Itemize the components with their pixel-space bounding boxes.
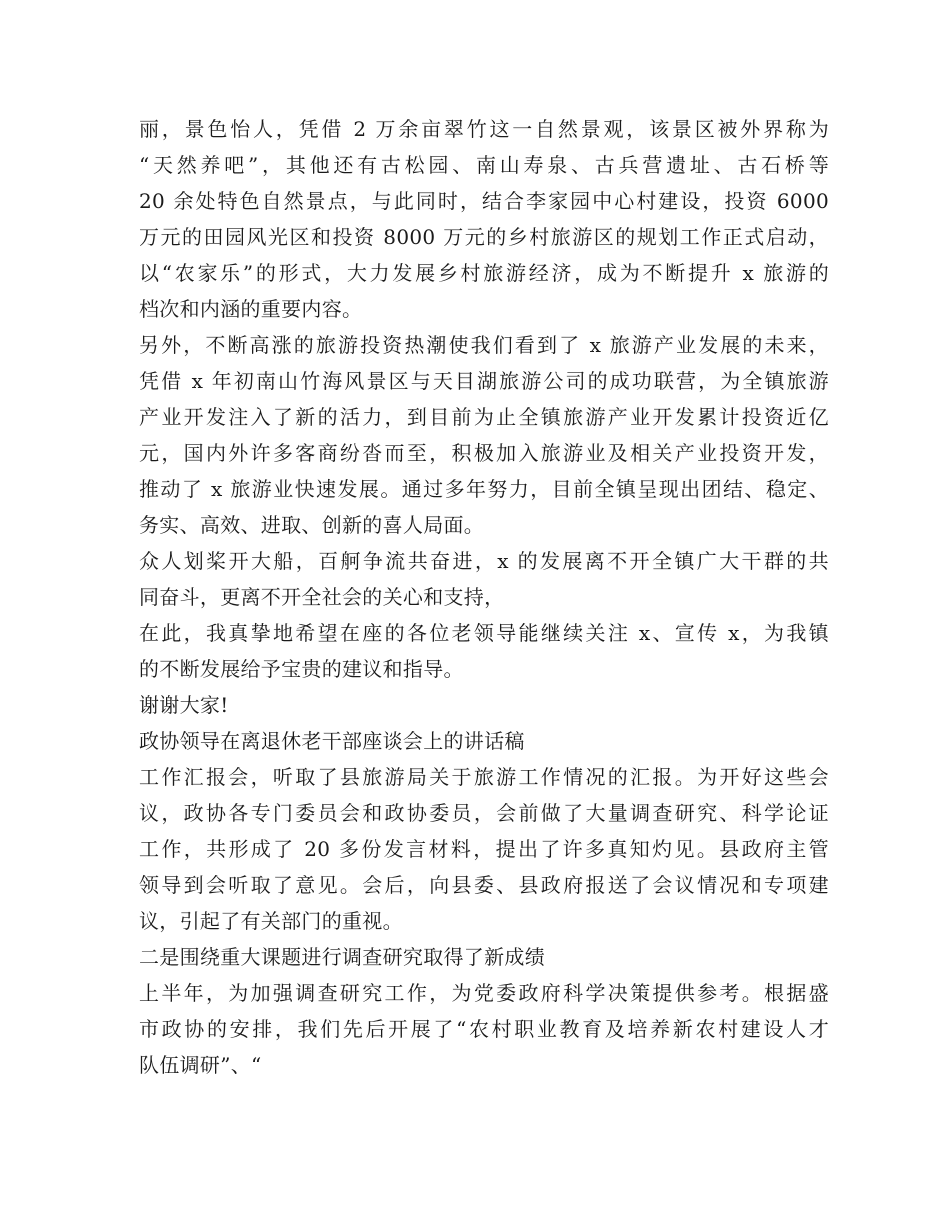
- text-line: 众人划桨开大船，百舸争流共奋进，x 的发展离不开全镇广大干群的共: [139, 549, 829, 573]
- text-line: 领导到会听取了意见。会后，向县委、县政府报送了会议情况和专项建: [139, 873, 829, 897]
- text-line: 在此，我真挚地希望在座的各位老领导能继续关注 x、宣传 x，为我镇: [139, 621, 829, 645]
- text-line: 同奋斗，更离不开全社会的关心和支持，: [139, 585, 505, 609]
- section-heading: 二是围绕重大课题进行调查研究取得了新成绩: [139, 945, 545, 969]
- text-line: 上半年，为加强调查研究工作，为党委政府科学决策提供参考。根据盛: [139, 981, 829, 1005]
- text-line: 以“农家乐”的形式，大力发展乡村旅游经济，成为不断提升 x 旅游的: [139, 261, 829, 285]
- text-line: “天然养吧”，其他还有古松园、南山寿泉、古兵营遗址、古石桥等: [139, 153, 829, 177]
- text-line: 万元的田园风光区和投资 8000 万元的乡村旅游区的规划工作正式启动，: [139, 225, 829, 249]
- text-line: 议，引起了有关部门的重视。: [139, 909, 403, 933]
- text-line: 市政协的安排，我们先后开展了“农村职业教育及培养新农村建设人才: [139, 1017, 829, 1041]
- document-body: [139, 111, 829, 1083]
- text-line: 另外，不断高涨的旅游投资热潮使我们看到了 x 旅游产业发展的未来，: [139, 333, 829, 357]
- section-heading: 政协领导在离退休老干部座谈会上的讲话稿: [139, 729, 525, 753]
- text-line: 的不断发展给予宝贵的建议和指导。: [139, 657, 464, 681]
- text-line: 20 余处特色自然景点，与此同时，结合李家园中心村建设，投资 6000: [139, 189, 829, 213]
- text-line: 议，政协各专门委员会和政协委员，会前做了大量调查研究、科学论证: [139, 801, 829, 825]
- text-line: 产业开发注入了新的活力，到目前为止全镇旅游产业开发累计投资近亿: [139, 405, 829, 429]
- text-line: 谢谢大家!: [139, 693, 229, 717]
- text-line: 推动了 x 旅游业快速发展。通过多年努力，目前全镇呈现出团结、稳定、: [139, 477, 829, 501]
- text-line: 凭借 x 年初南山竹海风景区与天目湖旅游公司的成功联营，为全镇旅游: [139, 369, 829, 393]
- text-line: 队伍调研”、“: [139, 1053, 262, 1077]
- text-line: 工作，共形成了 20 多份发言材料，提出了许多真知灼见。县政府主管: [139, 837, 829, 861]
- text-line: 务实、高效、进取、创新的喜人局面。: [139, 513, 485, 537]
- text-line: 丽，景色怡人，凭借 2 万余亩翠竹这一自然景观，该景区被外界称为: [139, 117, 829, 141]
- text-line: 元，国内外许多客商纷沓而至，积极加入旅游业及相关产业投资开发，: [139, 441, 829, 465]
- text-line: 档次和内涵的重要内容。: [139, 297, 363, 321]
- text-line: 工作汇报会，听取了县旅游局关于旅游工作情况的汇报。为开好这些会: [139, 765, 829, 789]
